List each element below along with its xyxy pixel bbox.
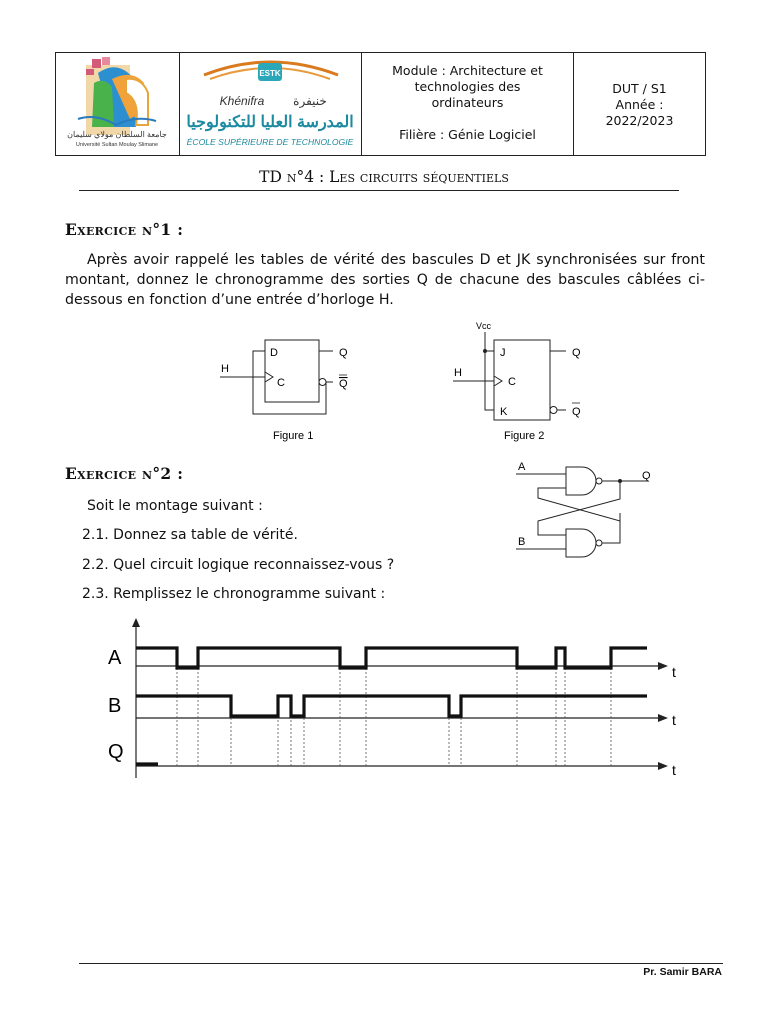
exercise2-heading: Exercice n°2 : xyxy=(65,464,184,483)
waveform-b xyxy=(136,696,647,716)
exercise2-intro: Soit le montage suivant : xyxy=(87,498,263,514)
figure2-jk-flipflop xyxy=(448,318,608,448)
school-logo-city-ar: خنيفرة xyxy=(293,94,327,108)
fig1-pin-c: C xyxy=(277,377,285,389)
university-logo-caption: Université Sultan Moulay Slimane xyxy=(75,142,159,148)
fig2-pin-j: J xyxy=(500,347,506,359)
exercise2-question-3: 2.3. Remplissez le chronogramme suivant : xyxy=(82,586,386,602)
fig1-input-h: H xyxy=(221,363,229,375)
chrono-time-label-q: t xyxy=(672,762,676,778)
fig2-vcc: Vcc xyxy=(476,321,492,331)
figure1-caption: Figure 1 xyxy=(273,430,314,442)
nand-latch-circuit xyxy=(508,455,668,563)
year-label: Année : xyxy=(615,97,664,112)
circuit-input-a: A xyxy=(518,461,526,473)
university-logo xyxy=(56,53,180,155)
fig2-pin-qbar: Q xyxy=(572,406,581,418)
figure2-caption: Figure 2 xyxy=(504,430,545,442)
university-logo-graphic xyxy=(56,53,179,155)
footer-divider xyxy=(79,963,723,964)
circuit-output-q: Q xyxy=(642,470,651,482)
exercise1-text: Après avoir rappelé les tables de vérité des bascules D et JK synchronisées sur front montant, donnez le chronogramme des sorties Q de chacune des bascules câblées ci-dessous en fonction d’une entrée d’horloge H. xyxy=(65,252,705,308)
fig2-pin-q: Q xyxy=(572,347,581,359)
level: DUT / S1 xyxy=(612,81,667,96)
exercise2-question-2: 2.2. Quel circuit logique reconnaissez-vous ? xyxy=(82,557,395,573)
school-logo xyxy=(180,53,362,155)
header-table xyxy=(55,52,706,156)
waveform-a xyxy=(136,648,647,668)
title-divider xyxy=(79,190,679,191)
fig1-pin-d: D xyxy=(270,347,278,359)
page-title: TD n°4 : Les circuits séquentiels xyxy=(259,168,509,186)
module-line-3: ordinateurs xyxy=(431,95,504,110)
footer-author: Pr. Samir BARA xyxy=(643,966,722,978)
exercise1-heading: Exercice n°1 : xyxy=(65,220,184,239)
chrono-label-q: Q xyxy=(108,741,124,763)
fig2-input-h: H xyxy=(454,367,462,379)
fig1-pin-qbar: Q xyxy=(339,378,348,390)
school-logo-graphic xyxy=(180,53,361,155)
chrono-time-label-b: t xyxy=(672,712,676,728)
circuit-input-b: B xyxy=(518,536,526,548)
figure1-d-flipflop xyxy=(215,318,375,448)
year: 2022/2023 xyxy=(605,113,674,128)
school-logo-name-ar: المدرسة العليا للتكنولوجيا xyxy=(186,114,354,131)
fig1-pin-q: Q xyxy=(339,347,348,359)
level-cell xyxy=(574,53,705,155)
module-cell xyxy=(362,53,574,155)
exercise2-question-1: 2.1. Donnez sa table de vérité. xyxy=(82,527,298,543)
chrono-label-a: A xyxy=(108,647,122,669)
module-line-1: Module : Architecture et xyxy=(392,63,543,78)
school-logo-city: Khénifra xyxy=(219,94,265,108)
timing-chronogram xyxy=(100,618,700,788)
fig2-pin-k: K xyxy=(500,406,508,418)
fig2-pin-c: C xyxy=(508,376,516,388)
university-logo-arabic: جامعة السلطان مولاي سليمان xyxy=(67,130,167,139)
chrono-time-label-a: t xyxy=(672,664,676,680)
chrono-label-b: B xyxy=(108,695,122,717)
module-line-2: technologies des xyxy=(414,79,521,94)
school-logo-badge: ESTK xyxy=(259,69,281,78)
school-logo-name-fr: ÉCOLE SUPÉRIEURE DE TECHNOLOGIE xyxy=(186,137,354,147)
filiere: Filière : Génie Logiciel xyxy=(399,127,536,142)
